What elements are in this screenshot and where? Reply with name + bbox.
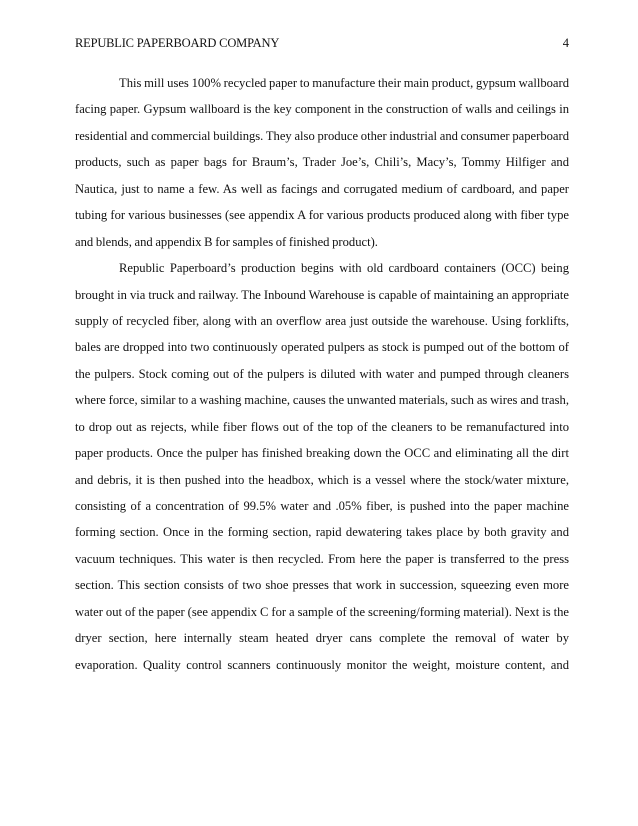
paragraph-1-line: residential and commercial buildings. They also produce other industrial and consumer paperboard bbox=[75, 128, 569, 143]
paragraph-1-line: products, such as paper bags for Braum’s, Trader Joe’s, Chili’s, Macy’s, Tommy Hilfiger and bbox=[75, 155, 569, 170]
paragraph-2-line: paper products. Once the pulper has finished breaking down the OCC and eliminating all the dirt bbox=[75, 446, 569, 461]
paragraph-2-line: Republic Paperboard’s production begins with old cardboard containers (OCC) being bbox=[119, 261, 569, 276]
paragraph-1-line: This mill uses 100% recycled paper to manufacture their main product, gypsum wallboard bbox=[119, 76, 569, 90]
running-head: REPUBLIC PAPERBOARD COMPANY bbox=[75, 36, 280, 50]
paragraph-2-line: forming section. Once in the forming section, rapid dewatering takes place by both gravity and bbox=[75, 525, 569, 540]
paragraph-2-line: water out of the paper (see appendix C for a sample of the screening/forming material). Next is the bbox=[75, 604, 569, 619]
paragraph-2-line: section. This section consists of two shoe presses that work in succession, squeezing even more bbox=[75, 578, 569, 593]
paragraph-2-line: consisting of a concentration of 99.5% water and .05% fiber, is pushed into the paper machine bbox=[75, 499, 569, 513]
page-header bbox=[75, 34, 569, 52]
paragraph-2-line: supply of recycled fiber, along with an overflow area just outside the warehouse. Using forklifts, bbox=[75, 313, 569, 328]
paragraph-2-line: to drop out as rejects, while fiber flows out of the top of the cleaners to be remanufactured into bbox=[75, 419, 569, 434]
paragraph-2-line: dryer section, here internally steam heated dryer cans complete the removal of water by bbox=[75, 631, 569, 646]
paragraph-2-line: vacuum techniques. This water is then recycled. From here the paper is transferred to the press bbox=[75, 551, 569, 566]
paragraph-1-line: Nautica, just to name a few. As well as facings and corrugated medium of cardboard, and paper bbox=[75, 181, 569, 196]
paragraph-2-line: bales are dropped into two continuously operated pulpers as stock is pumped out of the bottom of bbox=[75, 340, 569, 355]
page-number: 4 bbox=[562, 36, 569, 50]
paragraph-2-line: and debris, it is then pushed into the headbox, which is a vessel where the stock/water mixture, bbox=[75, 472, 569, 487]
paragraph-1-line: facing paper. Gypsum wallboard is the key component in the construction of walls and ceilings in bbox=[75, 102, 569, 117]
paragraph-2-line: evaporation. Quality control scanners continuously monitor the weight, moisture content, and bbox=[75, 657, 569, 672]
paragraph-2-line: brought in via truck and railway. The Inbound Warehouse is capable of maintaining an appropriate bbox=[75, 287, 569, 302]
paragraph-2-line: the pulpers. Stock coming out of the pulpers is diluted with water and pumped through cleaners bbox=[75, 366, 569, 381]
paragraph-1-line: tubing for various businesses (see appendix A for various products produced along with fiber type bbox=[75, 208, 569, 223]
paragraph-1-line: and blends, and appendix B for samples of finished product). bbox=[75, 234, 378, 249]
body-text bbox=[75, 70, 569, 678]
paragraph-2-line: where force, similar to a washing machine, causes the unwanted materials, such as wires and trash, bbox=[75, 393, 569, 408]
